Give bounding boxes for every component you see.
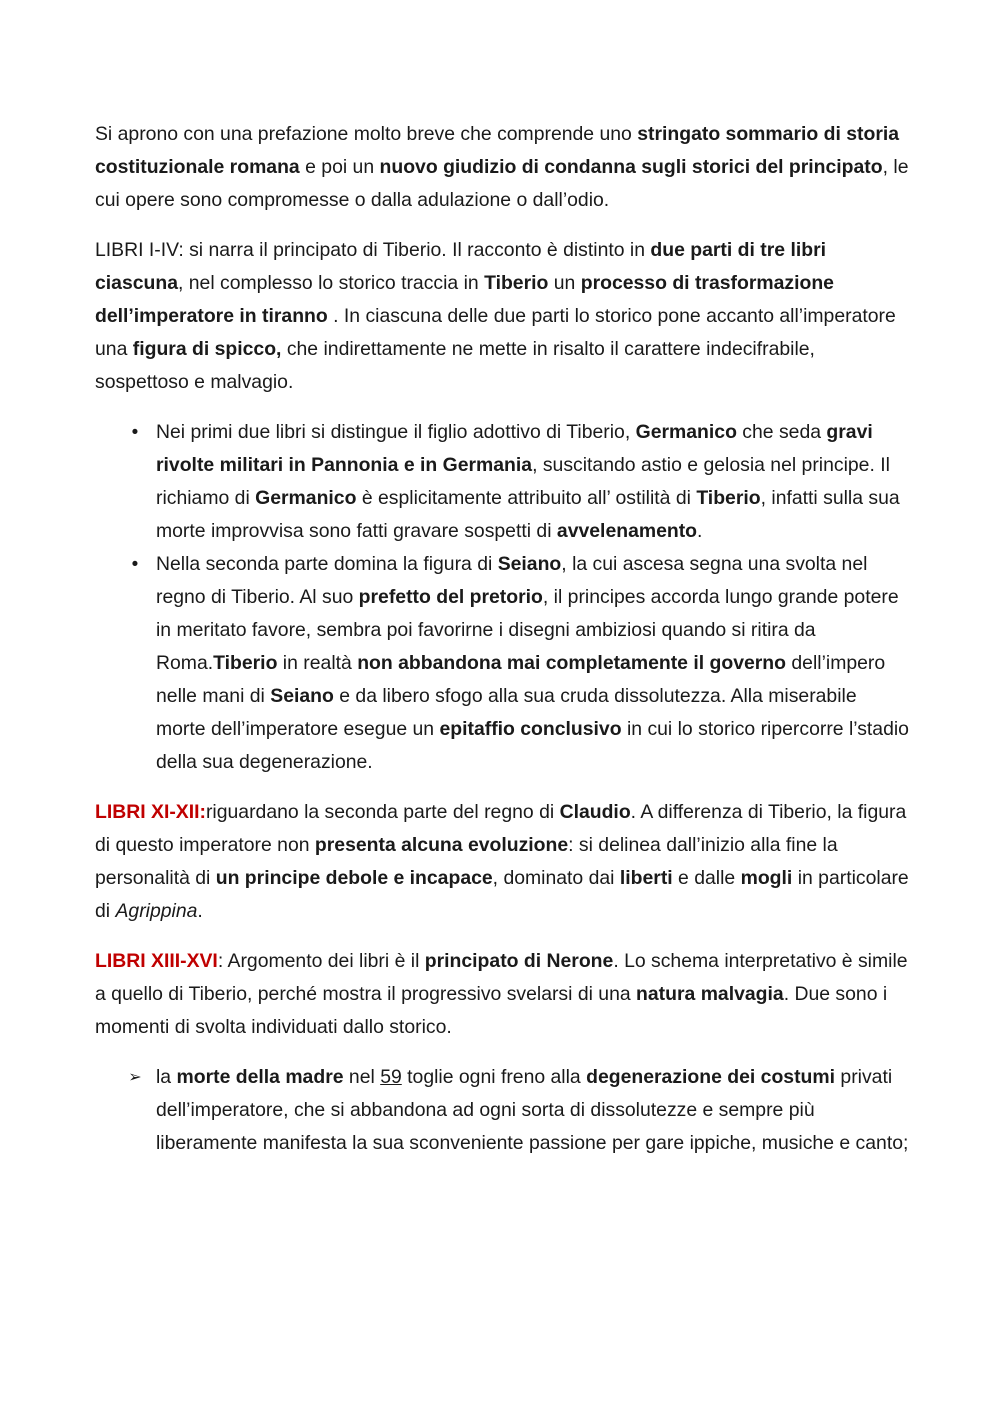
bold-text: nuovo giudizio di condanna sugli storici del principato (379, 156, 883, 178)
bold-text: due parti di tre libri ciascuna (95, 239, 827, 294)
tiberio-bullet-list (95, 416, 910, 779)
bold-text: Tiberio (484, 272, 549, 294)
intro-paragraph: Si aprono con una prefazione molto breve che comprende uno stringato sommario di storia costituzionale romana e poi un nuovo giudizio di condanna sugli storici del principato, le cui opere sono compromesse o dalla adulazione o dall’odio. (95, 123, 909, 211)
nerone-arrow-list (95, 1061, 910, 1160)
list-item-germanico: • Nei primi due libri si distingue il figlio adottivo di Tiberio, Germanico che seda gravi rivolte militari in Pannonia e in Germania, suscitando astio e gelosia nel principe. Il richiamo di Germanico è esplicitamente attribuito all’ ostilità di Tiberio, infatti sulla sua morte improvvisa sono fatti gravare sospetti di avvelenamento. (95, 416, 910, 548)
list-item-seiano: • Nella seconda parte domina la figura di Seiano, la cui ascesa segna una svolta nel regno di Tiberio. Al suo prefetto del pretorio, il principes accorda lungo grande potere in meritato favore, sembra poi favorirne i disegni ambiziosi quando si ritira da Roma.Tiberio in realtà non abbandona mai completamente il governo dell’impero nelle mani di Seiano e da libero sfogo alla sua cruda dissolutezza. Alla miserabile morte dell’imperatore esegue un epitaffio conclusivo in cui lo storico ripercorre l’stadio della sua degenerazione. (95, 548, 910, 779)
bold-text: processo di trasformazione dell’imperatore in tiranno (95, 272, 834, 327)
bold-text: stringato sommario di storia costituzionale romana (95, 123, 900, 178)
libri-xi-xii-paragraph: LIBRI XI-XII:riguardano la seconda parte del regno di Claudio. A differenza di Tiberio, la figura di questo imperatore non presenta alcuna evoluzione: si delinea dall’inizio alla fine la personalità di un principe debole e incapace, dominato dai liberti e dalle mogli in particolare di Agrippina. (95, 801, 909, 922)
document-page (95, 118, 910, 1177)
section-heading-red: LIBRI XI-XII: (95, 801, 206, 823)
bold-text: figura di spicco, (132, 338, 282, 360)
libri-i-iv-paragraph: LIBRI I-IV: si narra il principato di Tiberio. Il racconto è distinto in due parti di tre libri ciascuna, nel complesso lo storico traccia in Tiberio un processo di trasformazione dell’imperatore in tiranno . In ciascuna delle due parti lo storico pone accanto all’imperatore una figura di spicco, che indirettamente ne mette in risalto il carattere indecifrabile, sospettoso e malvagio. (95, 239, 896, 393)
bullet-icon: • (131, 554, 139, 575)
libri-xiii-xvi-paragraph: LIBRI XIII-XVI: Argomento dei libri è il principato di Nerone. Lo schema interpretativo è simile a quello di Tiberio, perché mostra il progressivo svelarsi di una natura malvagia. Due sono i momenti di svolta individuati dallo storico. (95, 950, 908, 1038)
arrow-bullet-icon: ➢ (128, 1069, 142, 1086)
section-heading-red: LIBRI XIII-XVI (95, 950, 218, 972)
bullet-icon: • (131, 422, 139, 443)
list-item-morte-madre: ➢ la morte della madre nel 59 toglie ogni freno alla degenerazione dei costumi privati dell’imperatore, che si abbandona ad ogni sorta di dissolutezze e sempre più liberamente manifesta la sua sconveniente passione per gare ippiche, musiche e canto; (95, 1061, 910, 1160)
